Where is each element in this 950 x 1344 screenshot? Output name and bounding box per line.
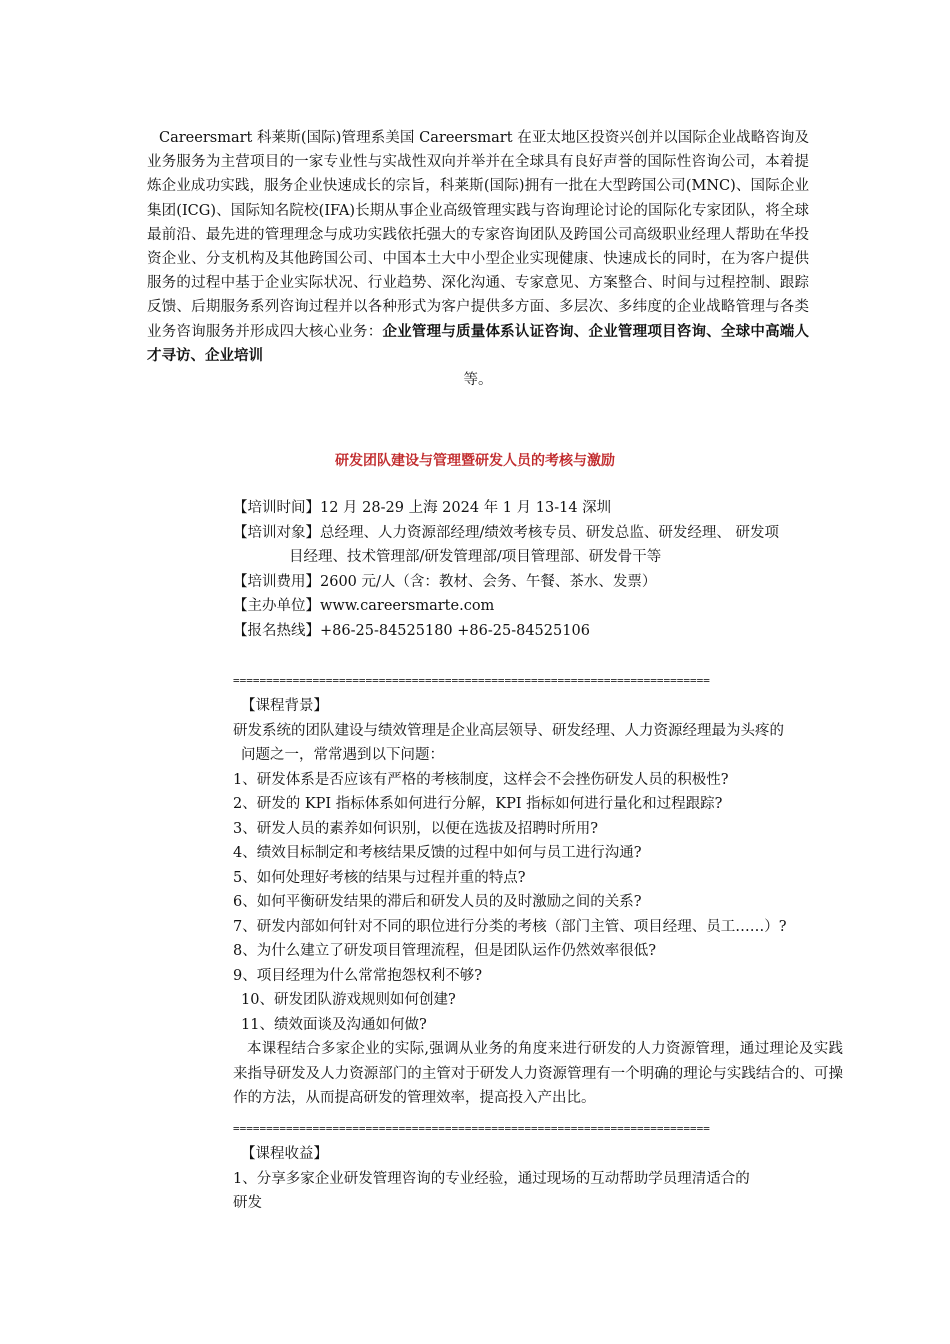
question-item: 1、研发体系是否应该有严格的考核制度，这样会不会挫伤研发人员的积极性? (233, 771, 729, 788)
intro-core-business: 企业管理与质量体系认证咨询、企业管理项目咨询、全球中高端人才寻访、企业培训 (147, 322, 809, 364)
course-background (233, 694, 843, 1111)
separator-line: ======================================================================== (233, 674, 710, 687)
intro-paragraph: Careersmart 科莱斯(国际)管理系美国 Careersmart 在亚太地区投资兴创并以国际企业战略咨询及业务服务为主营项目的一家专业性与实战性双向并举并在全球具有良好声誉的国际性咨询公司，本着提炼企业成功实践，服务企业快速成长的宗旨，科莱斯(国际)拥有一批在大型跨国公司(MNC)、国际企业集团(ICG)、国际知名院校(IFA)长期从事企业高级管理实践与咨询理论讨论的国际化专家团队，将全球最前沿、最先进的管理理念与成功实践依托强大的专家咨询团队及跨国公司高级职业经理人帮助在华投资企业、分支机构及其他跨国公司、中国本土大中小型企业实现健康、快速成长的同时，在为客户提供服务的过程中基于企业实际状况、行业趋势、深化沟通、专家意见、方案整合、时间与过程控制、跟踪反馈、后期服务系列咨询过程并以各种形式为客户提供多方面、多层次、多纬度的企业战略管理与各类业务咨询服务并形成四大核心业务： (147, 130, 809, 340)
info-organizer: 【主办单位】www.careersmarte.com (233, 598, 495, 614)
question-item: 11、绩效面谈及沟通如何做? (241, 1016, 427, 1033)
company-intro (147, 126, 809, 392)
question-item: 10、研发团队游戏规则如何创建? (241, 992, 456, 1008)
background-summary: 本课程结合多家企业的实际,强调从业务的角度来进行研发的人力资源管理，通过理论及实践来指导研发及人力资源部门的主管对于研发人力资源管理有一个明确的理论与实践结合的、可操作的方法，从而提高研发的管理效率，提高投入产出比。 (233, 1041, 843, 1106)
benefit-item: 1、分享多家企业研发管理咨询的专业经验，通过现场的互动帮助学员理清适合的 (233, 1170, 750, 1187)
background-heading: 【课程背景】 (241, 698, 328, 714)
info-hotline: 【报名热线】+86-25-84525180 +86-25-84525106 (233, 622, 590, 639)
question-item: 5、如何处理好考核的结果与过程并重的特点? (233, 869, 526, 886)
question-item: 7、研发内部如何针对不同的职位进行分类的考核（部门主管、项目经理、员工……）? (233, 918, 787, 935)
question-item: 4、绩效目标制定和考核结果反馈的过程中如何与员工进行沟通? (233, 845, 642, 861)
intro-tail: 等。 (463, 372, 493, 389)
info-audience-cont: 目经理、技术管理部/研发管理部/项目管理部、研发骨干等 (289, 549, 662, 565)
question-item: 8、为什么建立了研发项目管理流程，但是团队运作仍然效率很低? (233, 943, 656, 959)
background-intro: 研发系统的团队建设与绩效管理是企业高层领导、研发经理、人力资源经理最为头疼的 (233, 722, 784, 739)
background-intro-cont: 问题之一，常常遇到以下问题： (241, 747, 444, 763)
question-item: 2、研发的 KPI 指标体系如何进行分解，KPI 指标如何进行量化和过程跟踪? (233, 796, 723, 812)
course-info (233, 496, 843, 643)
separator-line: ======================================================================== (233, 1122, 710, 1135)
question-item: 3、研发人员的素养如何识别，以便在选拔及招聘时所用? (233, 820, 598, 837)
course-title: 研发团队建设与管理暨研发人员的考核与激励 (335, 453, 615, 469)
info-fee: 【培训费用】2600 元/人（含：教材、会务、午餐、茶水、发票） (233, 573, 657, 590)
benefits-heading: 【课程收益】 (241, 1146, 328, 1162)
info-audience: 【培训对象】总经理、人力资源部经理/绩效考核专员、研发总监、研发经理、 研发项 (233, 524, 779, 541)
question-item: 6、如何平衡研发结果的滞后和研发人员的及时激励之间的关系? (233, 894, 642, 910)
info-time: 【培训时间】12 月 28-29 上海 2024 年 1 月 13-14 深圳 (233, 500, 612, 516)
course-benefits (233, 1142, 843, 1216)
benefit-item-cont: 研发 (233, 1195, 262, 1211)
question-item: 9、项目经理为什么常常抱怨权利不够? (233, 967, 482, 984)
